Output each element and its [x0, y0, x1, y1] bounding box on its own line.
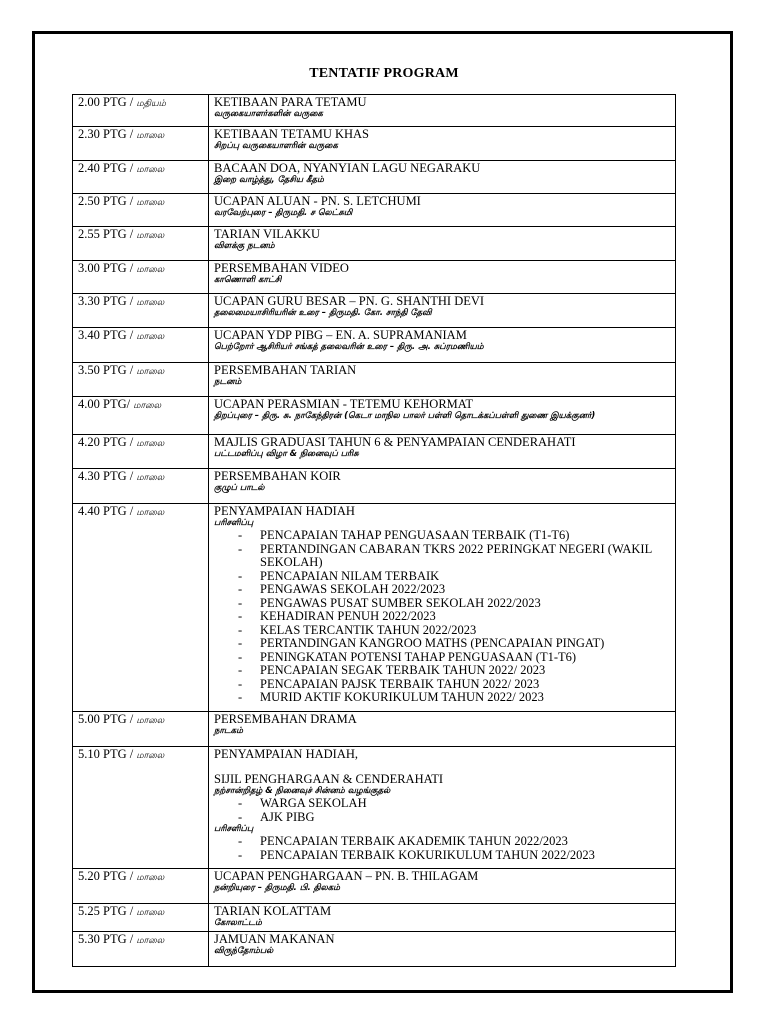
program-table — [72, 94, 676, 967]
time-tamil-text: மாலை — [136, 367, 165, 377]
item-tamil-subtitle: பட்டமளிப்பு விழா & நினைவுப் பரிசு — [214, 449, 359, 459]
list-item: - PENGAWAS SEKOLAH 2022/2023 — [236, 583, 670, 597]
item-title: UCAPAN GURU BESAR – PN. G. SHANTHI DEVI — [214, 294, 485, 308]
time-tamil-text: மாலை — [136, 165, 165, 175]
list-item: - MURID AKTIF KOKURIKULUM TAHUN 2022/ 2023 — [236, 691, 670, 705]
list-item: - PENCAPAIAN TERBAIK AKADEMIK TAHUN 2022/2023 — [236, 835, 670, 849]
table-row — [73, 904, 676, 932]
item-cell — [209, 904, 676, 932]
item-title: UCAPAN PENGHARGAAN – PN. B. THILAGAM — [214, 869, 479, 883]
list-item: - KELAS TERCANTIK TAHUN 2022/2023 — [236, 624, 670, 638]
time-cell — [73, 435, 209, 469]
item-title: MAJLIS GRADUASI TAHUN 6 & PENYAMPAIAN CENDERAHATI — [214, 435, 576, 449]
time-tamil-text: மாலை — [136, 332, 165, 342]
item-title: PERSEMBAHAN TARIAN — [214, 363, 357, 377]
item-cell — [209, 504, 676, 712]
item-cell — [209, 294, 676, 328]
time-text: 2.55 PTG / — [78, 227, 134, 241]
time-cell — [73, 904, 209, 932]
time-tamil-text: மாலை — [136, 473, 165, 483]
item-tamil-subtitle: நன்றியுரை – திருமதி. பி. திலகம் — [214, 883, 340, 893]
item-title: TARIAN KOLATTAM — [214, 904, 332, 918]
table-row — [73, 712, 676, 747]
table-row — [73, 504, 676, 712]
item-tamil-subtitle: நாடகம் — [214, 726, 243, 736]
time-cell — [73, 869, 209, 904]
item-cell — [209, 161, 676, 194]
time-cell — [73, 504, 209, 712]
time-tamil-text: மாலை — [136, 908, 165, 918]
time-cell — [73, 194, 209, 227]
time-tamil-text: மாலை — [136, 131, 165, 141]
time-text: 5.10 PTG / — [78, 747, 134, 761]
item-tamil-subtitle: வருகையாளர்களின் வருகை — [214, 109, 323, 119]
table-row — [73, 435, 676, 469]
list-item: - PENINGKATAN POTENSI TAHAP PENGUASAAN (T1-T6) — [236, 651, 670, 665]
time-cell — [73, 227, 209, 261]
time-cell — [73, 294, 209, 328]
item-cell — [209, 747, 676, 869]
time-tamil-text: மாலை — [133, 401, 162, 411]
time-cell — [73, 712, 209, 747]
time-tamil-text: மாலை — [136, 936, 165, 946]
item-title: PENYAMPAIAN HADIAH — [214, 504, 355, 518]
item-cell — [209, 397, 676, 435]
table-row — [73, 469, 676, 504]
time-tamil-text: மாலை — [136, 439, 165, 449]
time-text: 5.30 PTG / — [78, 932, 134, 946]
list-item: - PERTANDINGAN KANGROO MATHS (PENCAPAIAN PINGAT) — [236, 637, 670, 651]
document-title: TENTATIF PROGRAM — [309, 66, 459, 81]
item-cell — [209, 469, 676, 504]
time-tamil-text: மதியம் — [136, 99, 166, 109]
time-tamil-text: மாலை — [136, 508, 165, 518]
table-row — [73, 261, 676, 294]
table-row — [73, 397, 676, 435]
time-text: 2.40 PTG / — [78, 161, 134, 175]
item-tamil-subtitle: குழுப் பாடல் — [214, 483, 265, 493]
time-cell — [73, 932, 209, 967]
time-cell — [73, 161, 209, 194]
time-text: 5.25 PTG / — [78, 904, 134, 918]
time-cell — [73, 397, 209, 435]
item-cell — [209, 227, 676, 261]
table-row — [73, 932, 676, 967]
item-title: PERSEMBAHAN VIDEO — [214, 261, 349, 275]
time-text: 2.50 PTG / — [78, 194, 134, 208]
time-text: 5.20 PTG / — [78, 869, 134, 883]
time-text: 3.30 PTG / — [78, 294, 134, 308]
award-list — [214, 797, 670, 824]
item-tamil-subtitle: நடனம் — [214, 377, 242, 387]
list-item: - PENCAPAIAN TAHAP PENGUASAAN TERBAIK (T1-T6) — [236, 529, 670, 543]
table-row — [73, 127, 676, 161]
time-tamil-text: மாலை — [136, 751, 165, 761]
time-tamil-text: மாலை — [136, 265, 165, 275]
item-cell — [209, 712, 676, 747]
item-title: BACAAN DOA, NYANYIAN LAGU NEGARAKU — [214, 161, 481, 175]
table-row — [73, 328, 676, 363]
time-text: 2.00 PTG / — [78, 95, 134, 109]
item-tamil-subtitle: திறப்புரை – திரு. சு. நாகேந்திரன் (கெடா மாநில பாலர் பள்ளி தொடக்கப்பள்ளி துணை இயக்குனர்) — [214, 411, 596, 421]
item-subtitle: SIJIL PENGHARGAAN & CENDERAHATI — [214, 772, 444, 786]
time-tamil-text: மாலை — [136, 198, 165, 208]
time-cell — [73, 747, 209, 869]
item-cell — [209, 95, 676, 127]
item-title: UCAPAN YDP PIBG – EN. A. SUPRAMANIAM — [214, 328, 467, 342]
list-item: - PERTANDINGAN CABARAN TKRS 2022 PERINGKAT NEGERI (WAKIL SEKOLAH) — [236, 543, 670, 570]
time-text: 3.40 PTG / — [78, 328, 134, 342]
list-item: - PENCAPAIAN SEGAK TERBAIK TAHUN 2022/ 2023 — [236, 664, 670, 678]
item-cell — [209, 328, 676, 363]
item-cell — [209, 932, 676, 967]
time-tamil-text: மாலை — [136, 298, 165, 308]
time-cell — [73, 127, 209, 161]
time-text: 4.30 PTG / — [78, 469, 134, 483]
item-tamil-subtitle: இறை வாழ்த்து, தேசிய கீதம் — [214, 175, 324, 185]
item-title: KETIBAAN TETAMU KHAS — [214, 127, 370, 141]
time-cell — [73, 261, 209, 294]
item-title: UCAPAN ALUAN - PN. S. LETCHUMI — [214, 194, 421, 208]
time-tamil-text: மாலை — [136, 231, 165, 241]
item-tamil-subtitle: தலைமையாசிரியரின் உரை – திருமதி. கோ. சாந்தி தேவி — [214, 308, 432, 318]
award-list — [214, 835, 670, 862]
list-item: - AJK PIBG — [236, 811, 670, 825]
table-row — [73, 869, 676, 904]
item-cell — [209, 869, 676, 904]
item-cell — [209, 363, 676, 397]
item-title: PERSEMBAHAN DRAMA — [214, 712, 357, 726]
item-title: TARIAN VILAKKU — [214, 227, 321, 241]
item-cell — [209, 261, 676, 294]
item-cell — [209, 194, 676, 227]
item-cell — [209, 127, 676, 161]
table-row — [73, 95, 676, 127]
item-title: PERSEMBAHAN KOIR — [214, 469, 341, 483]
program-table-body — [73, 95, 676, 967]
time-text: 2.30 PTG / — [78, 127, 134, 141]
time-tamil-text: மாலை — [136, 716, 165, 726]
item-title: JAMUAN MAKANAN — [214, 932, 335, 946]
list-item: - KEHADIRAN PENUH 2022/2023 — [236, 610, 670, 624]
time-text: 4.00 PTG/ — [78, 397, 131, 411]
item-tamil-subtitle: விருந்தோம்பல் — [214, 946, 274, 956]
item-tamil-subtitle: கோலாட்டம் — [214, 918, 262, 928]
list-item: - WARGA SEKOLAH — [236, 797, 670, 811]
time-cell — [73, 469, 209, 504]
table-row — [73, 363, 676, 397]
table-row — [73, 161, 676, 194]
list-item: - PENCAPAIAN TERBAIK KOKURIKULUM TAHUN 2022/2023 — [236, 849, 670, 863]
award-list — [214, 529, 670, 705]
item-title: UCAPAN PERASMIAN - TETEMU KEHORMAT — [214, 397, 474, 411]
time-text: 3.00 PTG / — [78, 261, 134, 275]
time-text: 4.20 PTG / — [78, 435, 134, 449]
table-row — [73, 227, 676, 261]
time-text: 4.40 PTG / — [78, 504, 134, 518]
item-tamil-subtitle: பரிசளிப்பு — [214, 824, 254, 834]
time-text: 3.50 PTG / — [78, 363, 134, 377]
item-cell — [209, 435, 676, 469]
item-tamil-subtitle: பரிசளிப்பு — [214, 518, 254, 528]
list-item: - PENCAPAIAN NILAM TERBAIK — [236, 570, 670, 584]
table-row — [73, 747, 676, 869]
item-tamil-subtitle: பெற்றோர் ஆசிரியர் சங்கத் தலைவரின் உரை – திரு. அ. சுப்ரமணியம் — [214, 342, 484, 352]
time-tamil-text: மாலை — [136, 873, 165, 883]
item-title: PENYAMPAIAN HADIAH, — [214, 747, 358, 761]
item-tamil-subtitle: சிறப்பு வருகையாளரின் வருகை — [214, 141, 338, 151]
item-tamil-subtitle: வரவேற்புரை – திருமதி. ச லெட்சுமி — [214, 208, 353, 218]
time-cell — [73, 95, 209, 127]
time-text: 5.00 PTG / — [78, 712, 134, 726]
item-title: KETIBAAN PARA TETAMU — [214, 95, 367, 109]
item-tamil-subtitle: நற்சான்றிதழ் & நினைவுச் சின்னம் வழங்குதல் — [214, 786, 391, 796]
table-row — [73, 294, 676, 328]
list-item: - PENGAWAS PUSAT SUMBER SEKOLAH 2022/2023 — [236, 597, 670, 611]
time-cell — [73, 363, 209, 397]
table-row — [73, 194, 676, 227]
list-item: - PENCAPAIAN PAJSK TERBAIK TAHUN 2022/ 2023 — [236, 678, 670, 692]
item-tamil-subtitle: விளக்கு நடனம் — [214, 241, 275, 251]
time-cell — [73, 328, 209, 363]
item-tamil-subtitle: காணொளி காட்சி — [214, 275, 282, 285]
